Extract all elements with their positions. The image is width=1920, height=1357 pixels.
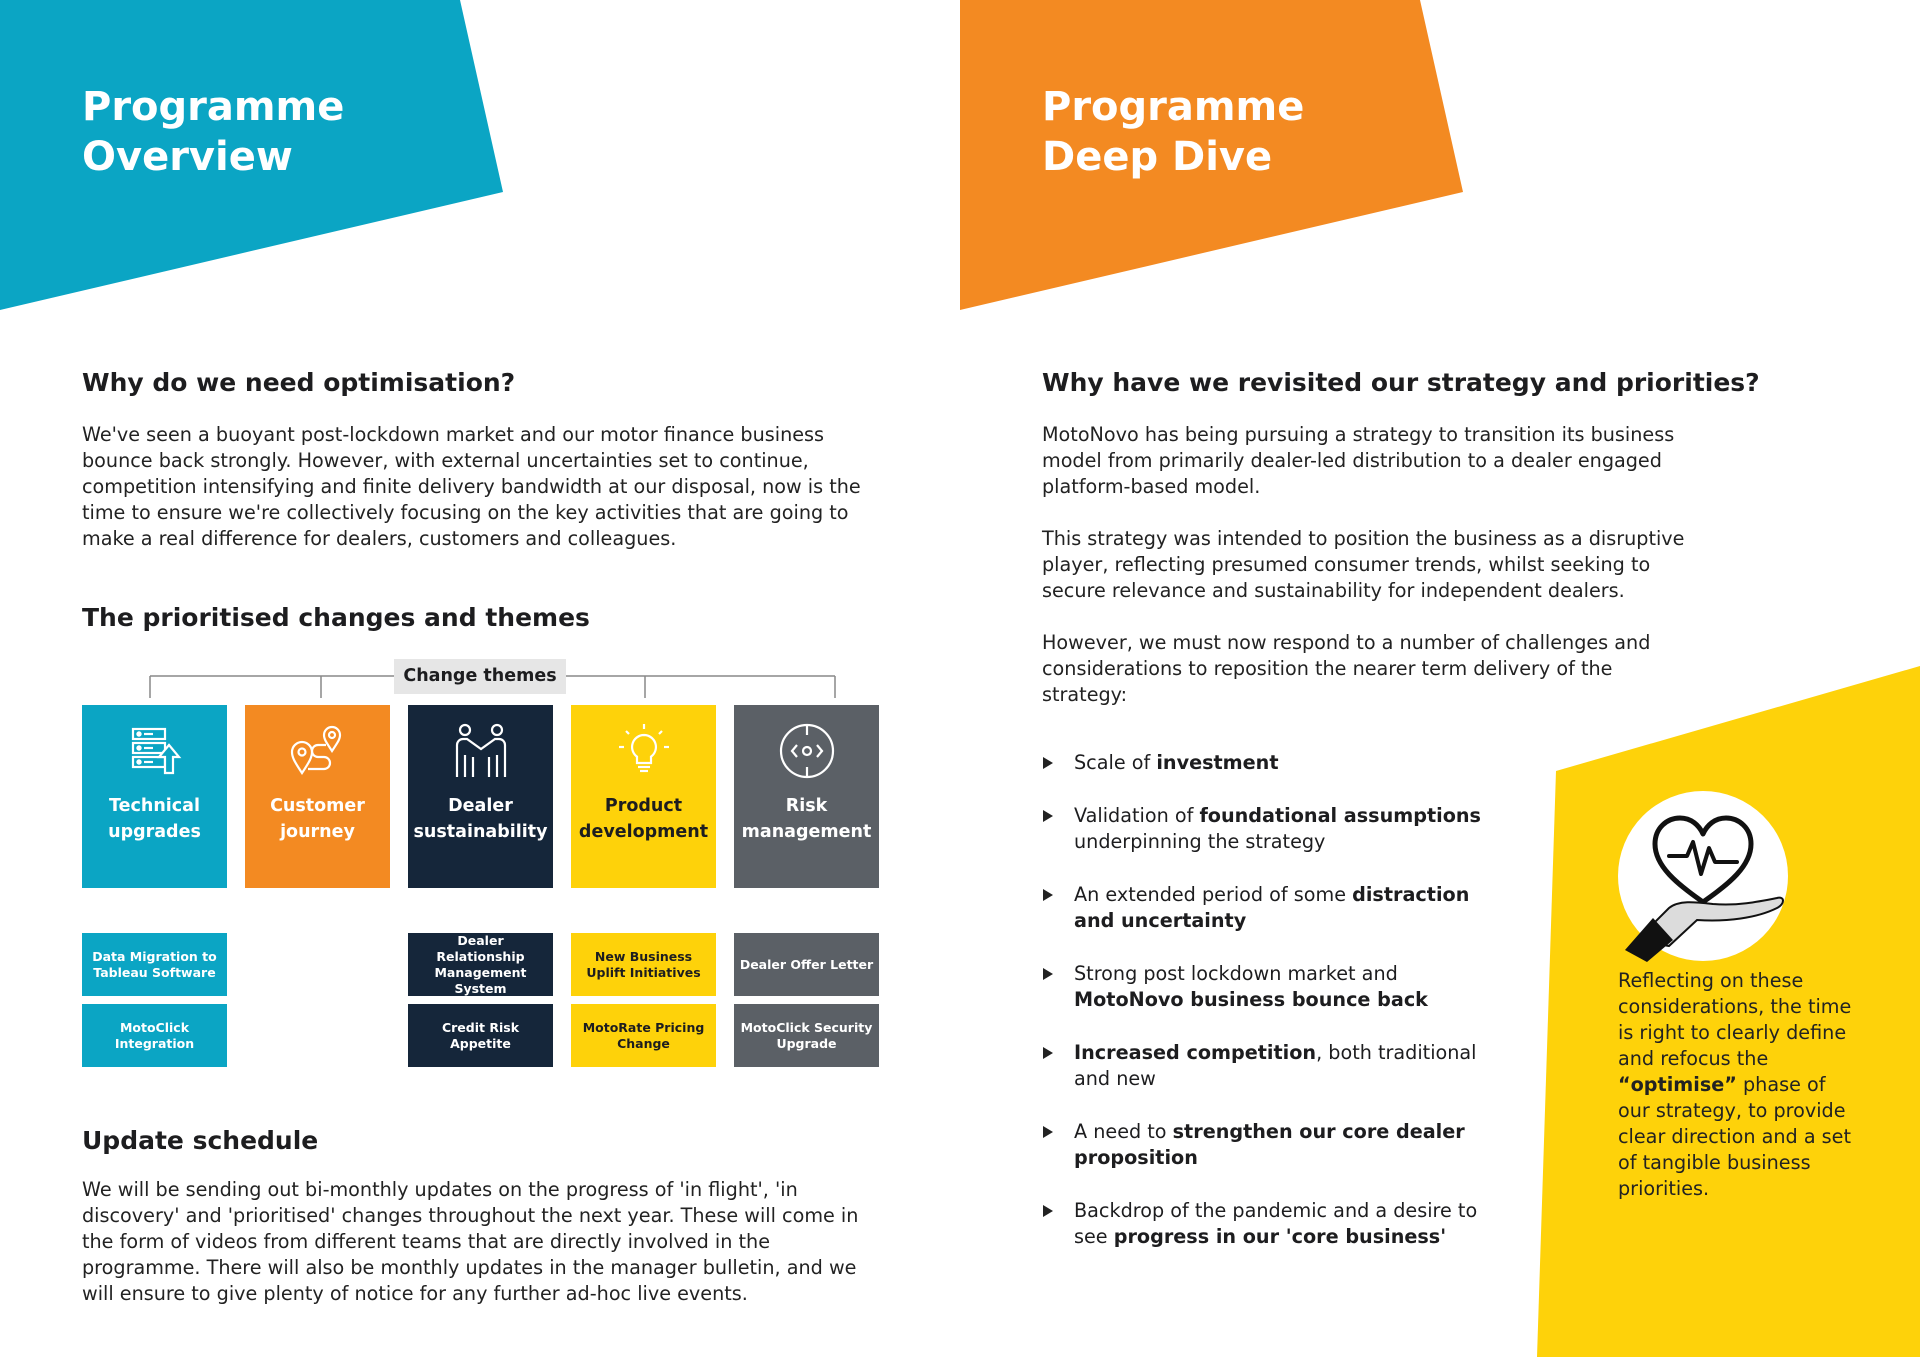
strategy-body xyxy=(1042,422,1702,734)
bullet-bold: distraction and uncertainty xyxy=(1074,883,1470,932)
theme-label-line2: sustainability xyxy=(413,822,548,842)
theme-item: Data Migration to Tableau Software xyxy=(82,933,227,996)
bullet-bold: progress in our 'core business' xyxy=(1113,1225,1447,1248)
left-banner-title-line2: Overview xyxy=(82,134,293,180)
theme-label-line2: upgrades xyxy=(108,822,201,842)
callout-text xyxy=(1618,968,1858,1202)
bullet-triangle-icon xyxy=(1043,1047,1053,1059)
theme-label-line2: journey xyxy=(280,822,355,842)
bullet-triangle-icon xyxy=(1043,810,1053,822)
handshake-people-icon xyxy=(451,721,511,781)
strategy-paragraph: This strategy was intended to position the business as a disruptive player, reflecting presumed consumer trends, whilst seeking to secure relevance and sustainability for independent dealers. xyxy=(1042,527,1685,602)
bullet-text: Backdrop of the pandemic and a desire to see xyxy=(1074,1199,1478,1248)
left-banner-title-line1: Programme xyxy=(82,84,345,130)
theme-label-line1: Dealer xyxy=(448,796,513,816)
bullet-text: Validation of xyxy=(1074,804,1200,827)
strategy-paragraph: However, we must now respond to a number of challenges and considerations to reposition the nearer term delivery of the strategy: xyxy=(1042,631,1651,706)
bullet-item xyxy=(1043,1040,1483,1092)
bullet-bold: MotoNovo business bounce back xyxy=(1074,988,1428,1011)
theme-label-line2: management xyxy=(741,822,872,842)
schedule-body: We will be sending out bi-monthly updates on the progress of 'in flight', 'in discovery' and 'prioritised' changes throughout the next year. These will come in the form of videos from different teams that are directly involved in the programme. There will also be monthly updates in the manager bulletin, and we will ensure to give plenty of notice for any further ad-hoc live events. xyxy=(82,1178,859,1305)
theme-item: New Business Uplift Initiatives xyxy=(571,933,716,996)
bullet-item xyxy=(1043,882,1483,934)
theme-risk-management xyxy=(734,705,879,888)
server-upgrade-icon xyxy=(125,721,185,781)
bullet-triangle-icon xyxy=(1043,1126,1053,1138)
bullet-item xyxy=(1043,750,1483,776)
theme-label-line1: Customer xyxy=(270,796,365,816)
theme-item: MotoClick Integration xyxy=(82,1004,227,1067)
theme-label-line1: Technical xyxy=(109,796,200,816)
left-banner-title xyxy=(82,82,344,182)
right-banner-title xyxy=(1042,82,1304,182)
heart-in-hand-icon xyxy=(1617,790,1789,962)
theme-label-line2: development xyxy=(578,822,709,842)
changes-heading: The prioritised changes and themes xyxy=(82,603,590,632)
bullet-bold: investment xyxy=(1156,751,1279,774)
right-banner-title-line2: Deep Dive xyxy=(1042,134,1273,180)
bullet-text: Strong post lockdown market and xyxy=(1074,962,1398,985)
theme-label-line1: Product xyxy=(604,796,683,816)
strategy-paragraph: MotoNovo has being pursuing a strategy to transition its business model from primarily dealer-led distribution to a dealer engaged platform-based model. xyxy=(1042,423,1675,498)
strategy-heading: Why have we revisited our strategy and priorities? xyxy=(1042,368,1760,397)
change-themes-label: Change themes xyxy=(394,659,566,694)
bullet-triangle-icon xyxy=(1043,757,1053,769)
theme-item: MotoClick Security Upgrade xyxy=(734,1004,879,1067)
optimisation-heading: Why do we need optimisation? xyxy=(82,368,516,397)
theme-customer-journey xyxy=(245,705,390,888)
callout-post: phase of our strategy, to provide clear direction and a set of tangible business priorities. xyxy=(1618,1073,1851,1200)
bullet-text: Scale of xyxy=(1074,751,1157,774)
theme-technical-upgrades xyxy=(82,705,227,888)
callout-pre: Reflecting on these considerations, the time is right to clearly define and refocus the xyxy=(1618,969,1852,1070)
bullet-item xyxy=(1043,1198,1483,1250)
theme-item: Dealer Offer Letter xyxy=(734,933,879,996)
right-banner-title-line1: Programme xyxy=(1042,84,1305,130)
bullet-triangle-icon xyxy=(1043,1205,1053,1217)
bullet-text: A need to xyxy=(1074,1120,1173,1143)
bullet-text: An extended period of some xyxy=(1074,883,1353,906)
bullet-triangle-icon xyxy=(1043,889,1053,901)
theme-product-development xyxy=(571,705,716,888)
bullet-item xyxy=(1043,961,1483,1013)
bullet-text: , both traditional and new xyxy=(1074,1041,1477,1090)
theme-label-line1: Risk xyxy=(785,796,828,816)
schedule-heading: Update schedule xyxy=(82,1126,319,1155)
theme-dealer-sustainability xyxy=(408,705,553,888)
bullet-bold: strengthen our core dealer proposition xyxy=(1074,1120,1465,1169)
bullet-bold: foundational assumptions xyxy=(1199,804,1481,827)
route-pin-icon xyxy=(288,721,348,781)
bullet-bold: Increased competition xyxy=(1074,1041,1317,1064)
theme-item: Credit Risk Appetite xyxy=(408,1004,553,1067)
lightbulb-icon xyxy=(614,721,674,781)
target-icon xyxy=(777,721,837,781)
theme-item: Dealer Relationship Management System xyxy=(408,933,553,996)
bullet-item xyxy=(1043,1119,1483,1171)
bullet-triangle-icon xyxy=(1043,968,1053,980)
optimisation-body: We've seen a buoyant post-lockdown market and our motor finance business bounce back strongly. However, with external uncertainties set to continue, competition intensifying and finite delivery bandwidth at our disposal, now is the time to ensure we're collectively focusing on the key activities that are going to make a real difference for dealers, customers and colleagues. xyxy=(82,423,861,550)
bullet-text: underpinning the strategy xyxy=(1074,830,1326,853)
bullet-item xyxy=(1043,803,1483,855)
theme-item: MotoRate Pricing Change xyxy=(571,1004,716,1067)
callout-bold: “optimise” xyxy=(1618,1073,1737,1096)
